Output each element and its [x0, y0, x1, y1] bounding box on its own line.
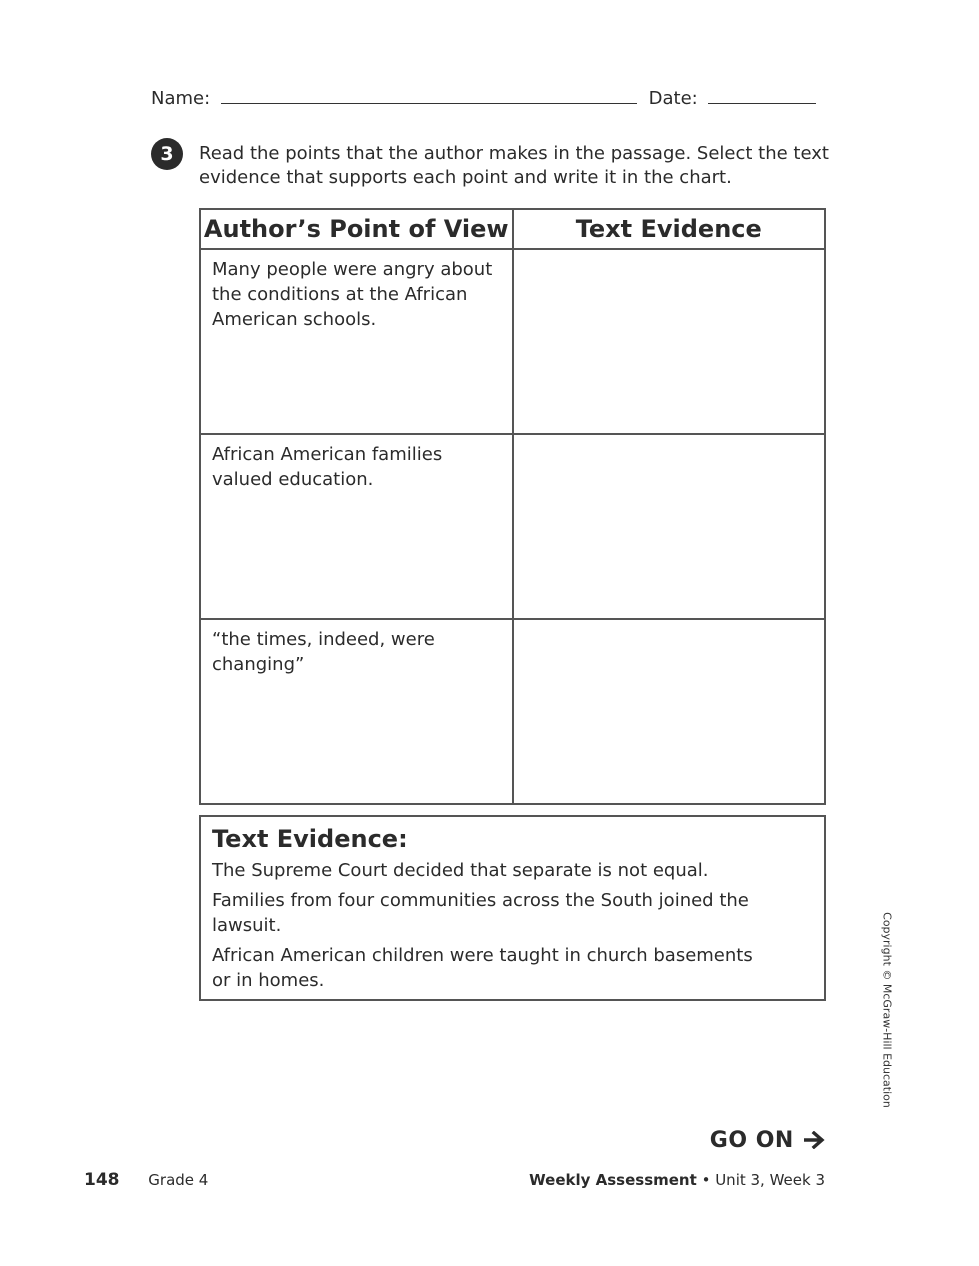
footer-left — [84, 1170, 208, 1190]
evidence-option: The Supreme Court decided that separate is not equal. — [212, 860, 709, 881]
unit-week-label: Unit 3, Week 3 — [715, 1171, 825, 1189]
question-number: 3 — [151, 138, 183, 170]
evidence-answer-cell[interactable] — [513, 434, 826, 619]
header-author-point-of-view: Author’s Point of View — [200, 209, 513, 249]
go-on-indicator — [710, 1128, 826, 1153]
name-field[interactable] — [221, 89, 637, 104]
point-cell: “the times, indeed, were changing” — [200, 619, 513, 804]
evidence-answer-cell[interactable] — [513, 619, 826, 804]
evidence-box-title: Text Evidence: — [212, 825, 408, 853]
point-cell: African American families valued education. — [200, 434, 513, 619]
page-number: 148 — [84, 1170, 120, 1190]
chart-header-row — [200, 209, 825, 249]
question-instruction: Read the points that the author makes in the passage. Select the text evidence that supports each point and write it in the chart. — [199, 143, 829, 188]
go-on-label: GO ON — [709, 1128, 794, 1153]
table-row — [200, 249, 825, 434]
point-of-view-chart — [199, 208, 826, 805]
footer-separator: • — [701, 1171, 711, 1189]
name-date-line — [151, 88, 816, 109]
assessment-title: Weekly Assessment — [529, 1171, 697, 1189]
point-cell: Many people were angry about the conditions at the African American schools. — [200, 249, 513, 434]
copyright-notice: Copyright © McGraw-Hill Education — [880, 912, 894, 1108]
evidence-option: African American children were taught in church basements or in homes. — [212, 945, 753, 991]
date-field[interactable] — [708, 89, 816, 104]
evidence-option: Families from four communities across the South joined the lawsuit. — [212, 890, 749, 936]
header-text-evidence: Text Evidence — [513, 209, 826, 249]
table-row — [200, 619, 825, 804]
footer-right — [529, 1171, 825, 1189]
right-arrow-icon — [804, 1131, 826, 1149]
date-label: Date: — [648, 88, 698, 109]
grade-label: Grade 4 — [148, 1171, 209, 1189]
table-row — [200, 434, 825, 619]
evidence-answer-cell[interactable] — [513, 249, 826, 434]
name-label: Name: — [151, 88, 211, 109]
text-evidence-box — [199, 815, 826, 1001]
